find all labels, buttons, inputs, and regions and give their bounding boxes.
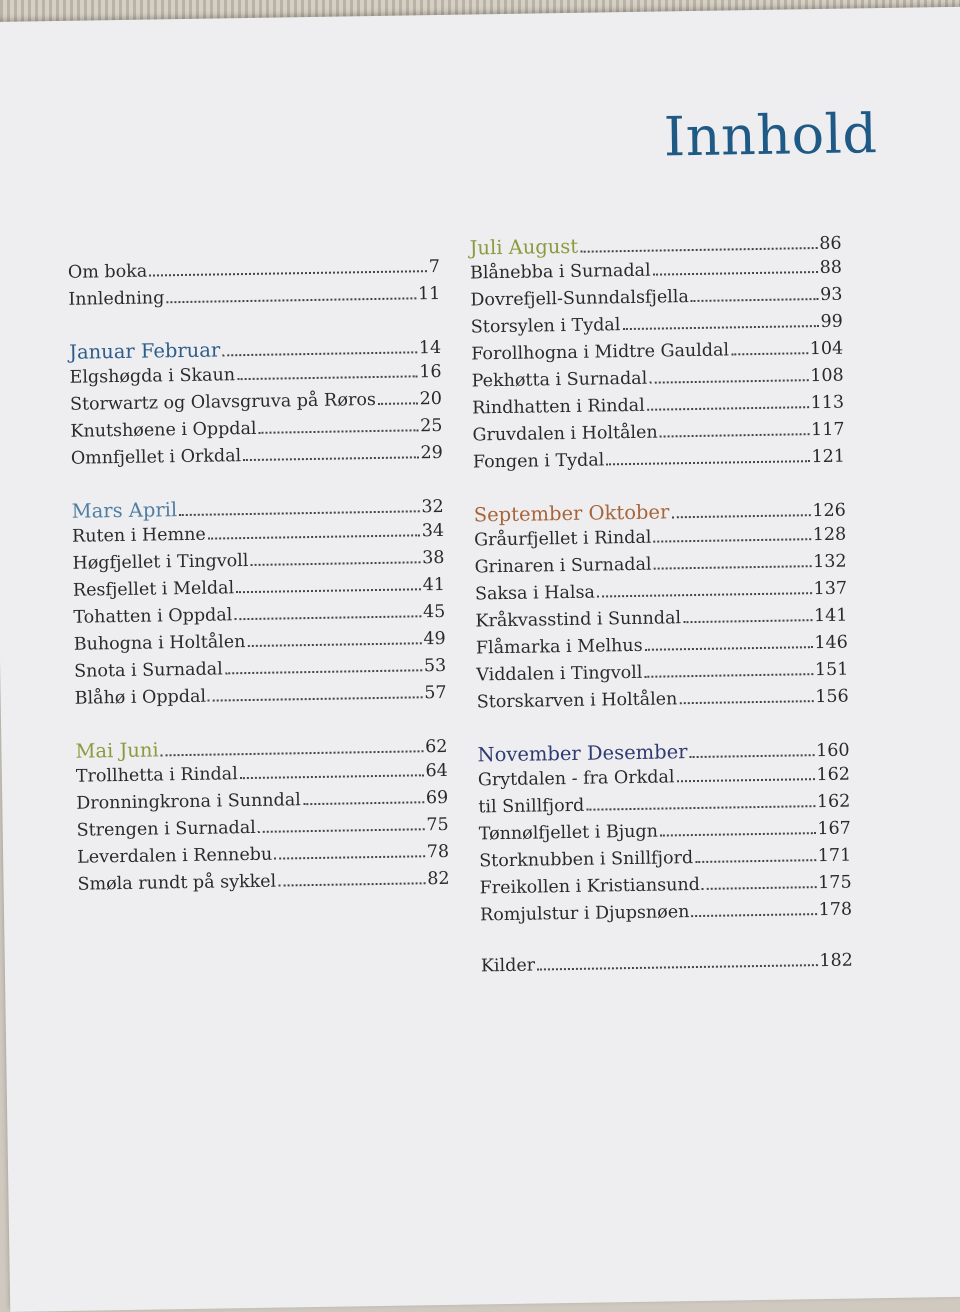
toc-entry[interactable]: Omnfjellet i Orkdal 29 <box>70 442 443 469</box>
toc-entry[interactable]: Resfjellet i Meldal 41 <box>72 574 446 601</box>
dot-leader <box>258 828 425 833</box>
dot-leader <box>259 429 419 434</box>
toc-left-column <box>68 257 450 926</box>
toc-section-kilder <box>481 951 853 984</box>
toc-entry[interactable]: Storskarven i Holtålen 156 <box>476 686 849 713</box>
toc-section-jul-aug <box>469 231 845 480</box>
toc-entry[interactable]: Viddalen i Tingvoll 151 <box>476 659 849 686</box>
dot-leader <box>645 646 813 651</box>
toc-entry[interactable]: Buhogna i Holtålen 49 <box>73 628 446 655</box>
dot-leader <box>247 642 421 647</box>
toc-entry[interactable]: Om boka 7 <box>67 256 441 283</box>
dot-leader <box>586 805 815 811</box>
toc-entry[interactable]: Blånebba i Surnadal 88 <box>469 257 843 284</box>
dot-leader <box>236 588 421 593</box>
dot-leader <box>695 859 816 863</box>
toc-section-heading[interactable]: Mai Juni 62 <box>75 736 448 763</box>
toc-right-column <box>469 231 853 1008</box>
toc-entry[interactable]: Storwartz og Olavsgruva på Røros 20 <box>69 388 443 415</box>
dot-leader <box>683 619 812 623</box>
toc-entry[interactable]: Romjulstur i Djupsnøen 178 <box>479 899 853 926</box>
toc-entry[interactable]: Forollhogna i Midtre Gauldal 104 <box>471 338 844 365</box>
dot-leader <box>537 964 817 970</box>
toc-entry[interactable]: Grytdalen - fra Orkdal 162 <box>477 764 851 791</box>
toc-entry[interactable]: Trollhetta i Rindal 64 <box>75 760 448 787</box>
dot-leader <box>649 379 808 383</box>
dot-leader <box>303 801 424 805</box>
toc-section-heading[interactable]: Mars April 32 <box>71 496 444 523</box>
dot-leader <box>161 750 424 756</box>
toc-entry[interactable]: Strengen i Surnadal 75 <box>76 814 449 841</box>
toc-entry[interactable]: Gruvdalen i Holtålen 117 <box>472 419 845 446</box>
dot-leader <box>679 700 813 704</box>
dot-leader <box>660 832 815 836</box>
dot-leader <box>597 592 812 597</box>
toc-entry[interactable]: Storknubben i Snillfjord 171 <box>479 845 852 872</box>
toc-entry[interactable]: Høgfjellet i Tingvoll 38 <box>72 547 445 574</box>
toc-entry[interactable]: Tohatten i Oppdal 45 <box>73 601 446 628</box>
toc-section-mar-apr <box>72 494 447 716</box>
toc-entry[interactable]: Leverdalen i Rennebu 78 <box>76 841 450 868</box>
toc-entry[interactable]: Pekhøtta i Surnadal 108 <box>471 365 844 392</box>
dot-leader <box>580 247 817 253</box>
toc-entry[interactable]: Dovrefjell-Sunndalsfjella 93 <box>470 284 843 311</box>
toc-entry[interactable]: Flåmarka i Melhus 146 <box>475 632 849 659</box>
dot-leader <box>208 696 422 701</box>
dot-leader <box>234 615 421 620</box>
dot-leader <box>731 352 808 355</box>
dot-leader <box>278 882 425 886</box>
dot-leader <box>691 298 818 302</box>
toc-section-mai-jun <box>75 734 449 902</box>
toc-entry[interactable]: Ruten i Hemne 34 <box>71 520 445 547</box>
dot-leader <box>691 913 816 917</box>
dot-leader <box>690 754 815 758</box>
toc-entry[interactable]: Elgshøgda i Skaun 16 <box>69 361 442 388</box>
toc-section-heading[interactable]: Januar Februar 14 <box>69 337 442 364</box>
toc-entry[interactable]: til Snillfjord 162 <box>478 791 851 818</box>
toc-entry[interactable]: Tønnølfjellet i Bjugn 167 <box>478 818 851 845</box>
toc-entry[interactable]: Dronningkrona i Sunndal 69 <box>76 787 449 814</box>
dot-leader <box>647 406 809 411</box>
toc-section-intro <box>68 257 441 317</box>
dot-leader <box>644 673 813 678</box>
toc-entry[interactable]: Smøla rundt på sykkel 82 <box>77 868 450 895</box>
toc-entry[interactable]: Blåhø i Oppdal 57 <box>74 682 447 709</box>
toc-entry[interactable]: Grinaren i Surnadal 132 <box>474 551 847 578</box>
dot-leader <box>240 774 424 779</box>
toc-entry-kilder[interactable]: Kilder 182 <box>480 950 854 977</box>
dot-leader <box>660 433 809 437</box>
toc-entry[interactable]: Freikollen i Kristiansund 175 <box>479 872 852 899</box>
toc-entry[interactable]: Knutshøene i Oppdal 25 <box>70 415 443 442</box>
toc-entry[interactable]: Snota i Surnadal 53 <box>74 655 447 682</box>
toc-entry[interactable]: Innledning 11 <box>68 283 441 310</box>
dot-leader <box>149 270 427 276</box>
dot-leader <box>208 534 420 539</box>
dot-leader <box>250 561 420 566</box>
toc-section-nov-des <box>477 738 852 933</box>
dot-leader <box>653 271 818 276</box>
dot-leader <box>274 855 425 859</box>
dot-leader <box>237 375 417 380</box>
dot-leader <box>378 402 418 405</box>
toc-section-sep-okt <box>474 498 849 720</box>
toc-section-heading[interactable]: September Oktober 126 <box>473 500 846 527</box>
dot-leader <box>653 538 810 542</box>
toc-entry[interactable]: Storsylen i Tydal 99 <box>470 311 843 338</box>
toc-entry[interactable]: Rindhatten i Rindal 113 <box>471 392 845 419</box>
toc-section-heading[interactable]: November Desember 160 <box>477 740 850 767</box>
book-page <box>0 6 960 1311</box>
dot-leader <box>702 886 816 890</box>
toc-entry[interactable]: Kråkvasstind i Sunndal 141 <box>475 605 848 632</box>
toc-entry[interactable]: Gråurfjellet i Rindal 128 <box>474 524 847 551</box>
toc-section-jan-feb <box>69 335 443 476</box>
dot-leader <box>606 460 809 465</box>
dot-leader <box>243 456 418 461</box>
page-title: Innhold <box>663 102 878 169</box>
toc-entry[interactable]: Fongen i Tydal 121 <box>472 446 846 473</box>
toc-section-heading[interactable]: Juli August 86 <box>469 233 842 260</box>
dot-leader <box>654 565 812 569</box>
dot-leader <box>225 669 422 674</box>
dot-leader <box>622 325 818 330</box>
toc-entry[interactable]: Saksa i Halsa 137 <box>474 578 848 605</box>
dot-leader <box>671 514 810 518</box>
dot-leader <box>677 778 815 782</box>
dot-leader <box>222 351 417 356</box>
dot-leader <box>179 510 419 516</box>
dot-leader <box>166 297 416 303</box>
